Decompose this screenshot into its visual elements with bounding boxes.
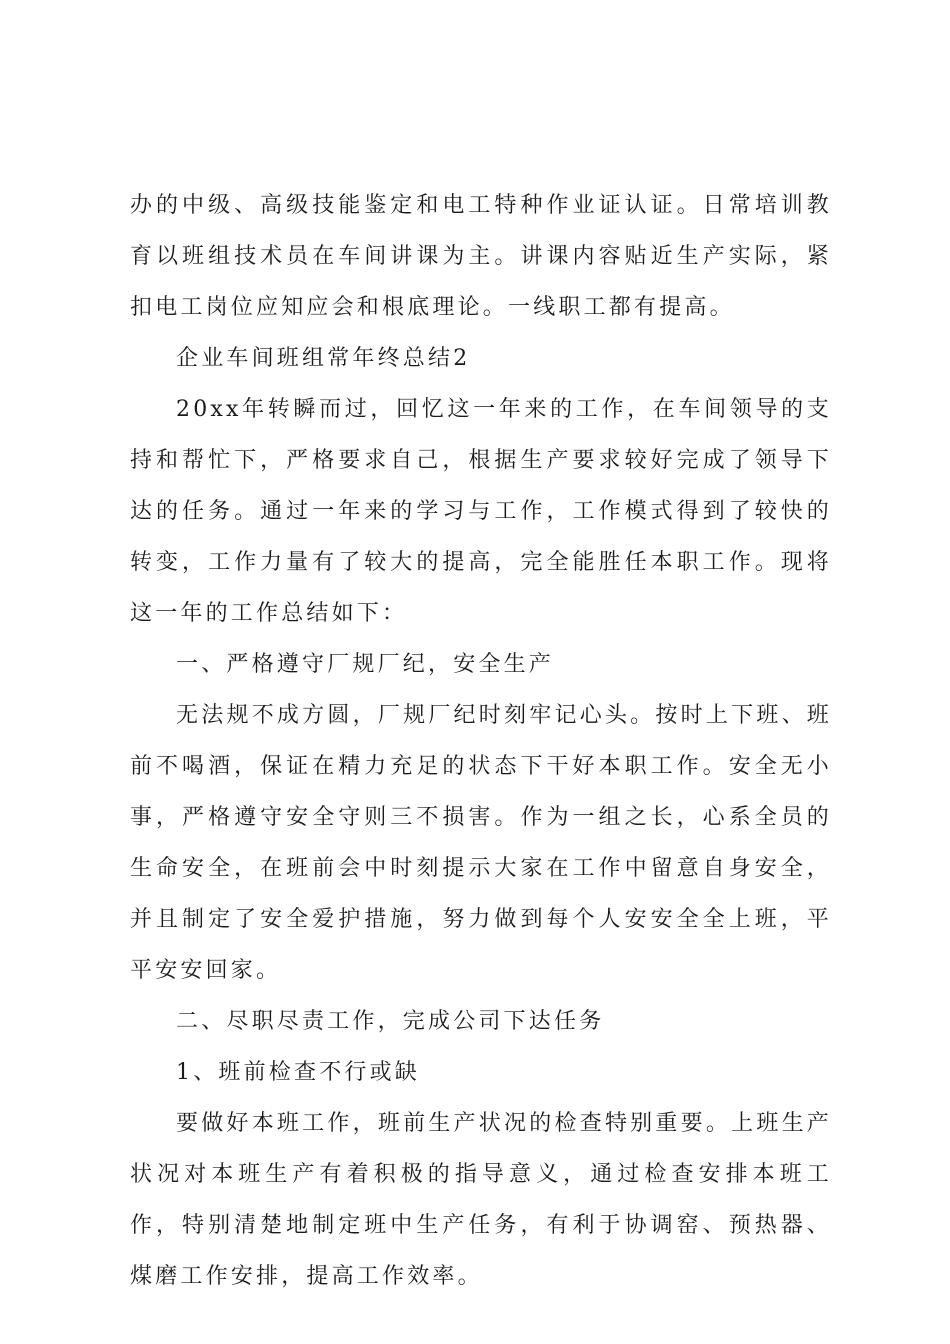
subheading-pre-shift-check: 1、班前检查不行或缺 [176,1060,420,1085]
paragraph-continuation: 办的中级、高级技能鉴定和电工特种作业证认证。日常培训教育以班组技术员在车间讲课为主。讲课内容贴近生产实际，紧扣电工岗位应知应会和根底理论。一线职工都有提高。 [130,193,832,320]
document-body [130,180,832,1302]
section-title: 企业车间班组常年终总结2 [176,346,471,371]
paragraph-intro: 20xx年转瞬而过，回忆这一年来的工作，在车间领导的支持和帮忙下，严格要求自己，根据生产要求较好完成了领导下达的任务。通过一年来的学习与工作，工作模式得到了较快的转变，工作力量有了较大的提高，完全能胜任本职工作。现将这一年的工作总结如下： [130,397,832,626]
heading-safety: 一、严格遵守厂规厂纪，安全生产 [176,652,555,677]
paragraph-pre-shift-check: 要做好本班工作，班前生产状况的检查特别重要。上班生产状况对本班生产有着积极的指导意义，通过检查安排本班工作，特别清楚地制定班中生产任务，有利于协调窑、预热器、煤磨工作安排，提高工作效率。 [130,1111,832,1289]
paragraph-safety: 无法规不成方圆，厂规厂纪时刻牢记心头。按时上下班、班前不喝酒，保证在精力充足的状态下干好本职工作。安全无小事，严格遵守安全守则三不损害。作为一组之长，心系全员的生命安全，在班前会中时刻提示大家在工作中留意自身安全，并且制定了安全爱护措施，努力做到每个人安安全全上班，平平安安回家。 [130,703,832,983]
heading-duty: 二、尽职尽责工作，完成公司下达任务 [176,1009,605,1034]
